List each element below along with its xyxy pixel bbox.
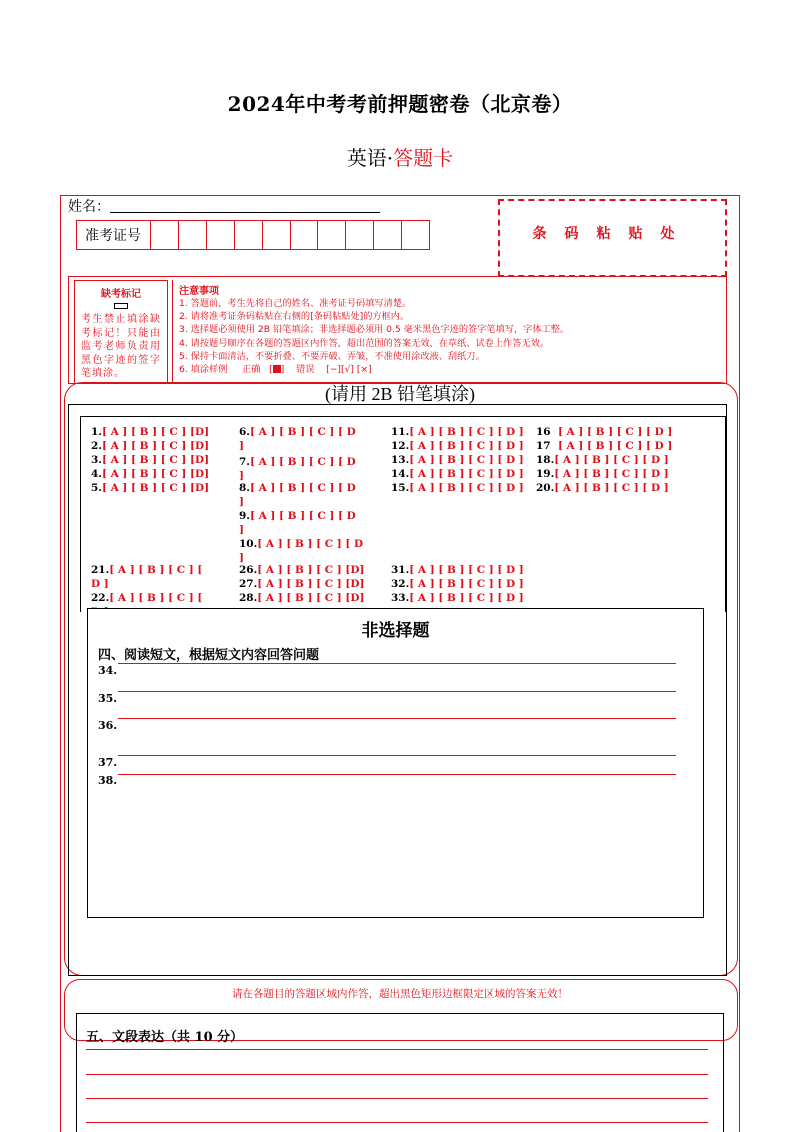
exam-id-cell[interactable] [291, 221, 319, 249]
q-num: 14. [391, 468, 410, 480]
q-num: 4. [91, 468, 102, 480]
mc-column-2 [239, 425, 379, 565]
exam-id-cell[interactable] [263, 221, 291, 249]
q-options[interactable]: [ A ] [ B ] [ C ] [ D ] [409, 454, 524, 466]
notes-item: 2. 请将准考证条码粘贴在右侧的[条码粘贴处]的方框内。 [179, 311, 410, 323]
q-num: 3. [91, 454, 102, 466]
mc-column-1 [91, 425, 209, 495]
q-options[interactable]: [ A ] [ B ] [ C ] [ D [257, 538, 364, 550]
q-options[interactable]: [ A ] [ B ] [ C ] [ D ] [409, 468, 524, 480]
mc-column-4 [536, 425, 672, 495]
mc-row-26[interactable] [239, 563, 364, 577]
mc-column-6 [239, 563, 364, 605]
mc-row-13[interactable] [391, 453, 524, 467]
filled-mark-icon [273, 365, 281, 373]
q-num: 12. [391, 440, 410, 452]
sample-wrong-marks: [−][√] [×] [326, 364, 372, 376]
q-num: 33. [391, 592, 410, 604]
q-options[interactable]: [ A ] [ B ] [ C ] [ D ] [554, 468, 669, 480]
reading-section-title: 四、阅读短文，根据短文内容回答问题 [98, 648, 320, 663]
mc-row-28[interactable] [239, 591, 364, 605]
q-num: 6. [239, 426, 250, 438]
q-options[interactable]: [ A ] [ B ] [ C ] [ D ] [557, 440, 673, 452]
question-number: 36. [98, 719, 118, 732]
mc-row-14[interactable] [391, 467, 524, 481]
q-options[interactable]: [ A ] [ B ] [ C ] [ [109, 592, 203, 604]
exam-id-cell[interactable] [402, 221, 429, 249]
q-num: 9. [239, 510, 250, 522]
warning-text: 请在各题目的答题区域内作答，超出黑色矩形边框限定区域的答案无效！ [232, 988, 568, 1000]
exam-id-label: 准考证号 [77, 221, 151, 249]
sample-correct: 正确 [242, 364, 261, 376]
mc-column-3 [391, 425, 524, 495]
q-num: 20. [536, 482, 555, 494]
mc-row-12[interactable] [391, 439, 524, 453]
mc-column-7 [391, 563, 524, 605]
q-options[interactable]: [ A ] [ B ] [ C ] [ D ] [409, 564, 524, 576]
q-num: 16 [536, 426, 551, 438]
q-options-end: ] [239, 470, 244, 482]
essay-line[interactable] [86, 1122, 708, 1123]
mc-row-10[interactable] [239, 537, 379, 565]
q-options[interactable]: [ A ] [ B ] [ C ] [ D ] [409, 440, 524, 452]
mc-row-6[interactable] [239, 425, 379, 455]
sample-prefix: 6. 填涂样例 [179, 364, 228, 376]
mc-row-9[interactable] [239, 509, 379, 537]
q-num: 17 [536, 440, 551, 452]
q-options[interactable]: [ A ] [ B ] [ C ] [D] [257, 592, 365, 604]
q-num: 22. [91, 592, 110, 604]
q-num: 13. [391, 454, 410, 466]
mc-row-4[interactable] [91, 467, 209, 481]
answer-line[interactable] [118, 774, 676, 775]
notes-item: 1. 答题前，考生先将自己的姓名、准考证号码填写清楚。 [179, 298, 412, 309]
mc-row-1[interactable] [91, 425, 209, 439]
q-options[interactable]: [ A ] [ B ] [ C ] [D] [101, 454, 210, 466]
essay-line[interactable] [86, 1074, 708, 1075]
q-options[interactable]: [ A ] [ B ] [ C ] [ D ] [409, 578, 524, 590]
mc-row-3[interactable] [91, 453, 209, 467]
q-options[interactable]: [ A ] [ B ] [ C ] [D] [101, 468, 210, 480]
card-label: 答题卡 [393, 146, 454, 170]
q-num: 7. [239, 456, 250, 468]
q-num: 27. [239, 578, 258, 590]
q-options[interactable]: [ A ] [ B ] [ C ] [ D [249, 510, 356, 522]
q-options[interactable]: [ A ] [ B ] [ C ] [ D ] [409, 592, 524, 604]
q-options[interactable]: [ A ] [ B ] [ C ] [ D [249, 426, 356, 438]
question-number: 37. [98, 756, 118, 769]
q-num: 18. [536, 454, 555, 466]
mc-row-21[interactable] [91, 563, 221, 591]
q-options[interactable]: [ A ] [ B ] [ C ] [ D ] [409, 482, 524, 494]
q-options-end: D ] [91, 578, 109, 590]
q-options-end: ] [239, 524, 244, 536]
absent-checkbox[interactable] [114, 303, 128, 309]
q-num: 15. [391, 482, 410, 494]
q-options[interactable]: [ A ] [ B ] [ C ] [ D [249, 456, 356, 468]
mc-row-31[interactable] [391, 563, 524, 577]
mc-row-27[interactable] [239, 577, 364, 591]
exam-id-cell[interactable] [346, 221, 374, 249]
question-number: 38. [98, 774, 118, 787]
mc-row-16[interactable] [536, 425, 672, 439]
page-subtitle [0, 142, 800, 171]
notes-panel [172, 280, 724, 384]
mc-row-20[interactable] [536, 481, 672, 495]
essay-line[interactable] [86, 1098, 708, 1099]
mc-row-7[interactable] [239, 455, 379, 481]
exam-id-cell[interactable] [235, 221, 263, 249]
q-num: 11. [391, 426, 410, 438]
mc-row-18[interactable] [536, 453, 672, 467]
q-num: 10. [239, 538, 258, 550]
q-options-end: ] [239, 552, 244, 564]
q-options[interactable]: [ A ] [ B ] [ C ] [ D ] [554, 482, 669, 494]
notes-sample: 6. 填涂样例 正确 [ ] 错误 [−][√] [×] [179, 364, 372, 376]
mc-row-33[interactable] [391, 591, 524, 605]
multiple-choice-grid [80, 416, 726, 612]
q-num: 26. [239, 564, 258, 576]
q-options[interactable]: [ A ] [ B ] [ C ] [ D ] [409, 426, 524, 438]
absent-title: 缺考标记 [101, 289, 141, 300]
mc-row-5[interactable] [91, 481, 209, 495]
q-num: 21. [91, 564, 110, 576]
question-number: 34. [98, 664, 118, 677]
q-num: 31. [391, 564, 410, 576]
q-num: 32. [391, 578, 410, 590]
q-options[interactable]: [ A ] [ B ] [ C ] [D] [257, 564, 365, 576]
mc-row-17[interactable] [536, 439, 672, 453]
q-num: 8. [239, 482, 250, 494]
exam-id-cell[interactable] [179, 221, 207, 249]
mc-row-19[interactable] [536, 467, 672, 481]
q-options[interactable]: [ A ] [ B ] [ C ] [D] [101, 426, 210, 438]
absent-mark-panel [74, 280, 168, 384]
notes-title: 注意事项 [179, 286, 219, 297]
mc-row-11[interactable] [391, 425, 524, 439]
exam-id-cell[interactable] [318, 221, 346, 249]
answer-line[interactable] [118, 663, 676, 664]
absent-text: 考生禁止填涂缺考标记！只能由监考老师负责用黑色字迹的签字笔填涂。 [81, 314, 161, 379]
q-options[interactable]: [ A ] [ B ] [ C ] [D] [257, 578, 365, 590]
q-options[interactable]: [ A ] [ B ] [ C ] [ [109, 564, 203, 576]
notes-item: 5. 保持卡面清洁，不要折叠、不要弄破、弄皱，不准使用涂改液、刮纸刀。 [179, 350, 485, 362]
non-choice-title: 非选择题 [361, 621, 430, 641]
answer-line[interactable] [118, 691, 676, 692]
pencil-note: (请用 2B 铅笔填涂) [325, 384, 475, 404]
q-num: 5. [91, 482, 102, 494]
exam-id-cell[interactable] [151, 221, 179, 249]
q-num: 2. [91, 440, 102, 452]
exam-id-grid [76, 220, 430, 250]
barcode-area[interactable]: 条码粘贴处 [498, 199, 727, 277]
question-number: 35. [98, 692, 118, 705]
notes-item: 3. 选择题必须使用 2B 铅笔填涂；非选择题必须用 0.5 毫米黑色字迹的签字笔填写，字体工整。 [179, 324, 570, 336]
answer-line[interactable] [118, 755, 676, 756]
q-options[interactable]: [ A ] [ B ] [ C ] [ D ] [557, 426, 673, 438]
page-title: 2024年中考考前押题密卷（北京卷） [227, 92, 573, 116]
q-options[interactable]: [ A ] [ B ] [ C ] [ D ] [554, 454, 669, 466]
essay-line[interactable] [86, 1049, 708, 1050]
answer-line[interactable] [118, 718, 676, 719]
mc-row-8[interactable] [239, 481, 379, 509]
mc-row-15[interactable] [391, 481, 524, 495]
q-num: 19. [536, 468, 555, 480]
q-num: 1. [91, 426, 102, 438]
q-options-end: ] [239, 440, 244, 452]
notes-item: 4. 请按题号顺序在各题的答题区内作答，超出范围的答案无效，在草纸、试卷上作答无效。 [179, 337, 549, 349]
sample-wrong: 错误 [296, 364, 315, 376]
essay-title: 五、文段表达（共 10 分） [86, 1030, 244, 1045]
mc-row-2[interactable] [91, 439, 209, 453]
q-options[interactable]: [ A ] [ B ] [ C ] [D] [101, 440, 210, 452]
exam-id-cell[interactable] [207, 221, 235, 249]
mc-row-32[interactable] [391, 577, 524, 591]
exam-id-cell[interactable] [374, 221, 402, 249]
q-options[interactable]: [ A ] [ B ] [ C ] [ D [249, 482, 356, 494]
q-options-end: ] [239, 496, 244, 508]
q-num: 28. [239, 592, 258, 604]
q-options[interactable]: [ A ] [ B ] [ C ] [D] [101, 482, 210, 494]
name-label: 姓名： [68, 199, 110, 215]
subject-label: 英语· [346, 146, 394, 170]
mc-column-5 [91, 563, 221, 612]
name-field[interactable] [110, 212, 380, 213]
